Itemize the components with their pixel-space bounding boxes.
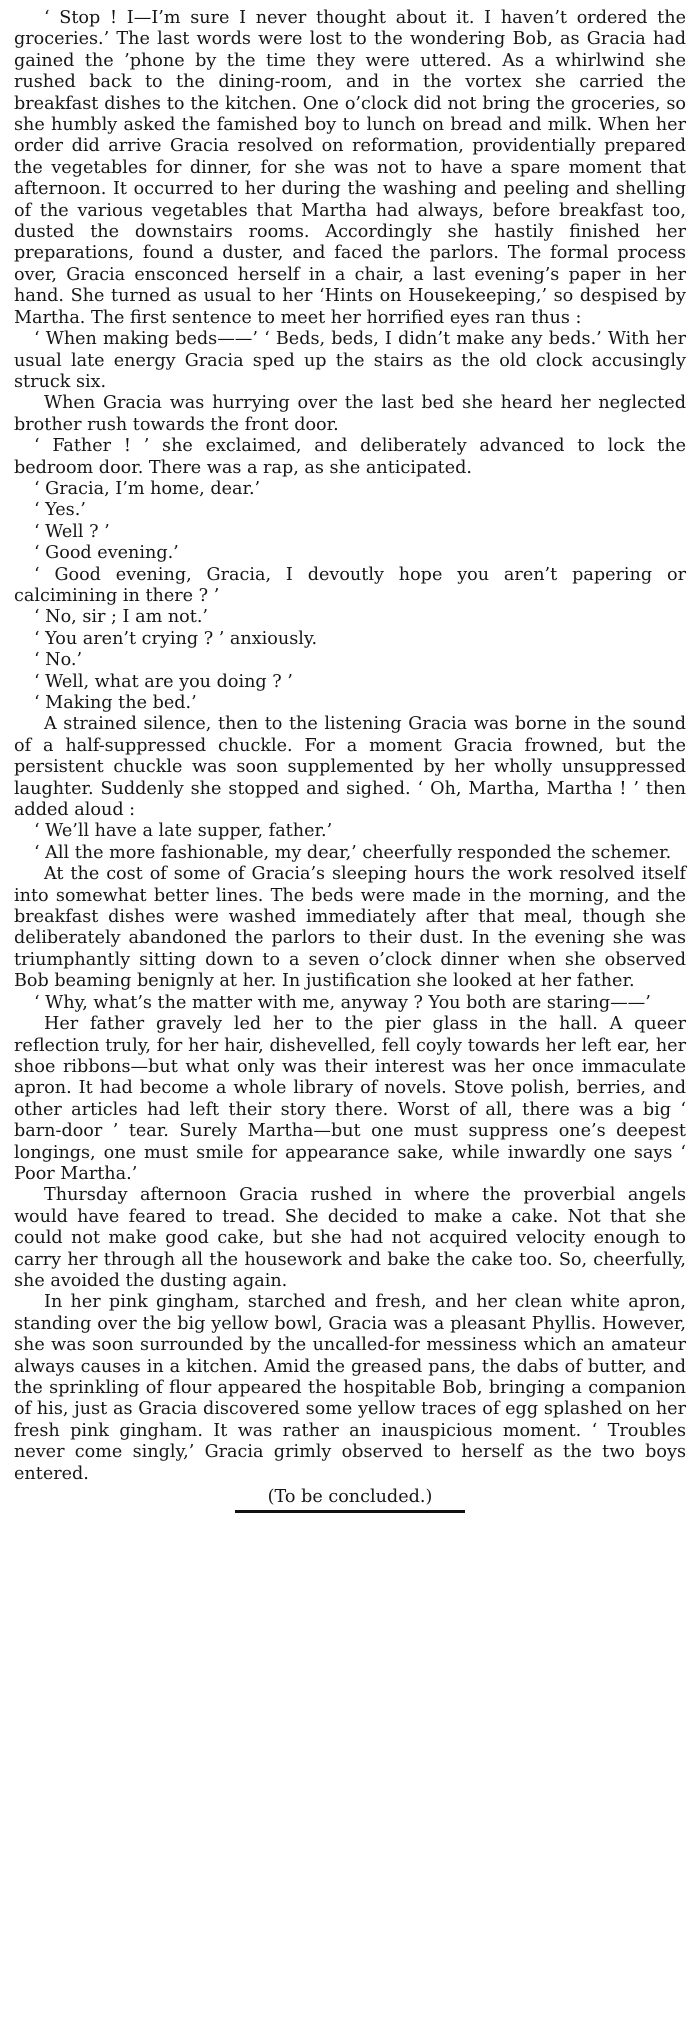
dialogue-line: ‘ Making the bed.’ xyxy=(34,693,197,713)
dialogue-line: ‘ You aren’t crying ? ’ anxiously. xyxy=(34,628,318,649)
paragraph: ‘ Stop ! I—I’m sure I never thought about it. I haven’t ordered the groceries.’ The last words were lost to the wondering Bob, as Gracia had gained the ’phone by the time they were uttered. As a whirlwind she rushed back to the dining-room, and in the vortex she carried the breakfast dishes to the kitchen. One o’clock did not bring the groceries, so she humbly asked the famished boy to lunch on bread and milk. When her order did arrive Gracia resolved on reformation, providentially prepared the vegetables for dinner, for she was not to have a spare moment that afternoon. It occurred to her during the washing and peeling and shelling of the various vegetables that Martha had always, before breakfast too, dusted the downstairs rooms. Accordingly she hastily finished her preparations, found a duster, and faced the parlors. The formal process over, Gracia ensconced herself in a chair, a last evening’s paper in her hand. She turned as usual to her ‘Hints on Housekeeping,’ so despised by Martha. The first sentence to meet her horrified eyes ran thus : xyxy=(14,8,686,328)
paragraph: In her pink gingham, starched and fresh, and her clean white apron, standing over the big yellow bowl, Gracia was a pleasant Phyllis. However, she was soon surrounded by the uncalled-for messiness which an amateur always causes in a kitchen. Amid the greased pans, the dabs of butter, and the sprinkling of flour appeared the hospitable Bob, bringing a companion of his, just as Gracia discovered some yellow traces of egg splashed on her fresh pink gingham. It was rather an inauspicious moment. ‘ Troubles never come singly,’ Gracia grimly observed to herself as the two boys entered. xyxy=(14,1292,686,1484)
paragraph: When Gracia was hurrying over the last bed she heard her neglected brother rush towards the front door. xyxy=(14,393,686,435)
paragraph: ‘ Father ! ’ she exclaimed, and deliberately advanced to lock the bedroom door. There was a rap, as she anticipated. xyxy=(14,436,686,478)
paragraph: Her father gravely led her to the pier glass in the hall. A queer reflection truly, for her hair, dishevelled, fell coyly towards her left ear, her shoe ribbons—but what only was their interest was her once immaculate apron. It had become a whole library of novels. Stove polish, berries, and other articles had left their story there. Worst of all, there was a big ‘ barn-door ’ tear. Surely Martha—but one must suppress one’s deepest longings, one must smile for appearance sake, while inwardly one says ‘ Poor Martha.’ xyxy=(14,1014,686,1184)
end-rule xyxy=(235,1510,465,1513)
article-column xyxy=(14,8,686,2024)
continuation-note: (To be concluded.) xyxy=(267,1487,433,1508)
dialogue-line: ‘ Well ? ’ xyxy=(34,521,110,542)
paragraph: At the cost of some of Gracia’s sleeping hours the work resolved itself into somewhat better lines. The beds were made in the morning, and the breakfast dishes were washed immediately after that meal, though she deliberately abandoned the parlors to their dust. In the evening she was triumphantly sitting down to a seven o’clock dinner when she observed Bob beaming benignly at her. In justification she looked at her father. xyxy=(14,864,686,992)
dialogue-line: ‘ No, sir ; I am not.’ xyxy=(34,607,209,628)
dialogue-line: ‘ We’ll have a late supper, father.’ xyxy=(34,821,333,842)
dialogue-line: ‘ Well, what are you doing ? ’ xyxy=(34,671,293,692)
paragraph: ‘ Why, what’s the matter with me, anyway ? You both are staring——’ xyxy=(34,992,651,1013)
paragraph: A strained silence, then to the listening Gracia was borne in the sound of a half-suppressed chuckle. For a moment Gracia frowned, but the persistent chuckle was soon supplemented by her wholly unsuppressed laughter. Suddenly she stopped and sighed. ‘ Oh, Martha, Martha ! ’ then added aloud : xyxy=(14,714,686,821)
dialogue-line: ‘ Yes.’ xyxy=(34,500,86,521)
dialogue-line: ‘ Good evening, Gracia, I devoutly hope you aren’t papering or calcimining in there ? ’ xyxy=(14,564,686,606)
paragraph: Thursday afternoon Gracia rushed in where the proverbial angels would have feared to tread. She decided to make a cake. Not that she could not make good cake, but she had not acquired velocity enough to carry her through all the housework and bake the cake too. So, cheerfully, she avoided the dusting again. xyxy=(14,1185,686,1291)
dialogue-line: ‘ Good evening.’ xyxy=(34,543,179,564)
paragraph: ‘ All the more fashionable, my dear,’ cheerfully responded the schemer. xyxy=(34,842,672,863)
dialogue-line: ‘ Gracia, I’m home, dear.’ xyxy=(34,478,261,499)
paragraph: ‘ When making beds——’ ‘ Beds, beds, I didn’t make any beds.’ With her usual late energy Gracia sped up the stairs as the old clock accusingly struck six. xyxy=(14,329,686,392)
dialogue-line: ‘ No.’ xyxy=(34,650,83,671)
